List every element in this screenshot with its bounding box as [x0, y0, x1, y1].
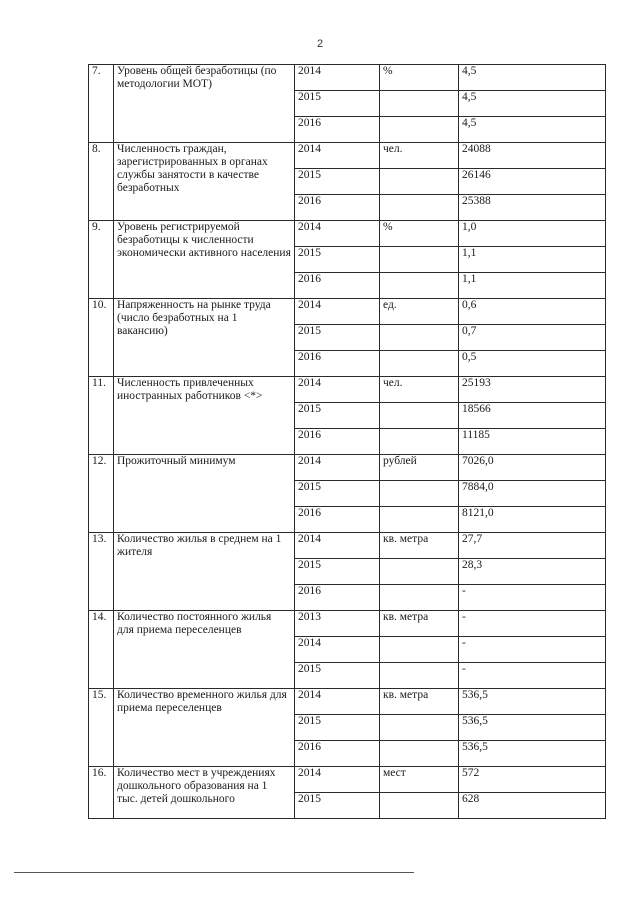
year-cell: 2014	[295, 143, 380, 169]
year-cell: 2016	[295, 273, 380, 299]
unit-cell	[380, 793, 459, 819]
unit-cell	[380, 481, 459, 507]
year-cell: 2015	[295, 91, 380, 117]
indicator-name: Численность граждан, зарегистрированных в органах службы занятости в качестве безработных	[114, 143, 295, 221]
year-cell: 2016	[295, 507, 380, 533]
table-row	[89, 299, 606, 325]
year-cell: 2016	[295, 585, 380, 611]
value-cell: 1,1	[459, 247, 606, 273]
value-cell: 536,5	[459, 689, 606, 715]
indicator-name: Численность привлеченных иностранных работников <*>	[114, 377, 295, 455]
row-number: 14.	[89, 611, 114, 689]
table-row	[89, 767, 606, 793]
unit-cell: кв. метра	[380, 533, 459, 559]
table-row	[89, 455, 606, 481]
page-number: 2	[316, 38, 324, 50]
year-cell: 2015	[295, 663, 380, 689]
footer-divider	[14, 872, 414, 873]
year-cell: 2015	[295, 481, 380, 507]
year-cell: 2014	[295, 689, 380, 715]
year-cell: 2015	[295, 247, 380, 273]
row-number: 12.	[89, 455, 114, 533]
indicator-name: Уровень общей безработицы (по методологии МОТ)	[114, 65, 295, 143]
row-number: 13.	[89, 533, 114, 611]
unit-cell: рублей	[380, 455, 459, 481]
table-row	[89, 143, 606, 169]
unit-cell: чел.	[380, 377, 459, 403]
value-cell: -	[459, 663, 606, 689]
unit-cell: кв. метра	[380, 689, 459, 715]
unit-cell	[380, 637, 459, 663]
value-cell: 25388	[459, 195, 606, 221]
unit-cell: %	[380, 221, 459, 247]
value-cell: 0,7	[459, 325, 606, 351]
table-row	[89, 65, 606, 91]
value-cell: 4,5	[459, 65, 606, 91]
table-row	[89, 611, 606, 637]
indicator-name: Количество временного жилья для приема переселенцев	[114, 689, 295, 767]
year-cell: 2015	[295, 793, 380, 819]
unit-cell	[380, 559, 459, 585]
row-number: 11.	[89, 377, 114, 455]
unit-cell	[380, 507, 459, 533]
year-cell: 2014	[295, 533, 380, 559]
value-cell: 25193	[459, 377, 606, 403]
value-cell: 0,6	[459, 299, 606, 325]
year-cell: 2014	[295, 637, 380, 663]
unit-cell: %	[380, 65, 459, 91]
unit-cell	[380, 403, 459, 429]
year-cell: 2015	[295, 169, 380, 195]
row-number: 9.	[89, 221, 114, 299]
value-cell: 28,3	[459, 559, 606, 585]
value-cell: 8121,0	[459, 507, 606, 533]
unit-cell: ед.	[380, 299, 459, 325]
unit-cell	[380, 117, 459, 143]
year-cell: 2014	[295, 65, 380, 91]
unit-cell	[380, 169, 459, 195]
value-cell: 24088	[459, 143, 606, 169]
indicator-name: Количество жилья в среднем на 1 жителя	[114, 533, 295, 611]
year-cell: 2014	[295, 221, 380, 247]
value-cell: 1,1	[459, 273, 606, 299]
year-cell: 2015	[295, 559, 380, 585]
value-cell: 11185	[459, 429, 606, 455]
year-cell: 2015	[295, 325, 380, 351]
year-cell: 2016	[295, 429, 380, 455]
unit-cell	[380, 247, 459, 273]
table-row	[89, 533, 606, 559]
unit-cell	[380, 663, 459, 689]
indicator-name: Количество мест в учреждениях дошкольного образования на 1 тыс. детей дошкольного	[114, 767, 295, 819]
value-cell: 7884,0	[459, 481, 606, 507]
value-cell: 536,5	[459, 741, 606, 767]
row-number: 8.	[89, 143, 114, 221]
unit-cell	[380, 91, 459, 117]
year-cell: 2014	[295, 767, 380, 793]
unit-cell: мест	[380, 767, 459, 793]
row-number: 7.	[89, 65, 114, 143]
value-cell: 1,0	[459, 221, 606, 247]
indicators-table	[88, 64, 606, 819]
value-cell: 572	[459, 767, 606, 793]
row-number: 16.	[89, 767, 114, 819]
indicator-name: Прожиточный минимум	[114, 455, 295, 533]
indicator-name: Напряженность на рынке труда (число безработных на 1 вакансию)	[114, 299, 295, 377]
value-cell: -	[459, 611, 606, 637]
unit-cell	[380, 715, 459, 741]
unit-cell	[380, 429, 459, 455]
unit-cell	[380, 351, 459, 377]
indicator-name: Количество постоянного жилья для приема переселенцев	[114, 611, 295, 689]
unit-cell: кв. метра	[380, 611, 459, 637]
unit-cell	[380, 585, 459, 611]
row-number: 15.	[89, 689, 114, 767]
value-cell: 4,5	[459, 117, 606, 143]
value-cell: 628	[459, 793, 606, 819]
value-cell: 18566	[459, 403, 606, 429]
year-cell: 2013	[295, 611, 380, 637]
table-row	[89, 221, 606, 247]
value-cell: 26146	[459, 169, 606, 195]
table-row	[89, 377, 606, 403]
unit-cell	[380, 195, 459, 221]
table-row	[89, 689, 606, 715]
year-cell: 2016	[295, 195, 380, 221]
value-cell: 536,5	[459, 715, 606, 741]
unit-cell	[380, 741, 459, 767]
year-cell: 2014	[295, 377, 380, 403]
value-cell: -	[459, 637, 606, 663]
year-cell: 2014	[295, 455, 380, 481]
unit-cell	[380, 325, 459, 351]
value-cell: -	[459, 585, 606, 611]
year-cell: 2016	[295, 117, 380, 143]
value-cell: 0,5	[459, 351, 606, 377]
year-cell: 2016	[295, 351, 380, 377]
indicator-name: Уровень регистрируемой безработицы к численности экономически активного населения	[114, 221, 295, 299]
year-cell: 2015	[295, 715, 380, 741]
value-cell: 4,5	[459, 91, 606, 117]
value-cell: 7026,0	[459, 455, 606, 481]
year-cell: 2016	[295, 741, 380, 767]
unit-cell	[380, 273, 459, 299]
year-cell: 2014	[295, 299, 380, 325]
row-number: 10.	[89, 299, 114, 377]
unit-cell: чел.	[380, 143, 459, 169]
value-cell: 27,7	[459, 533, 606, 559]
year-cell: 2015	[295, 403, 380, 429]
